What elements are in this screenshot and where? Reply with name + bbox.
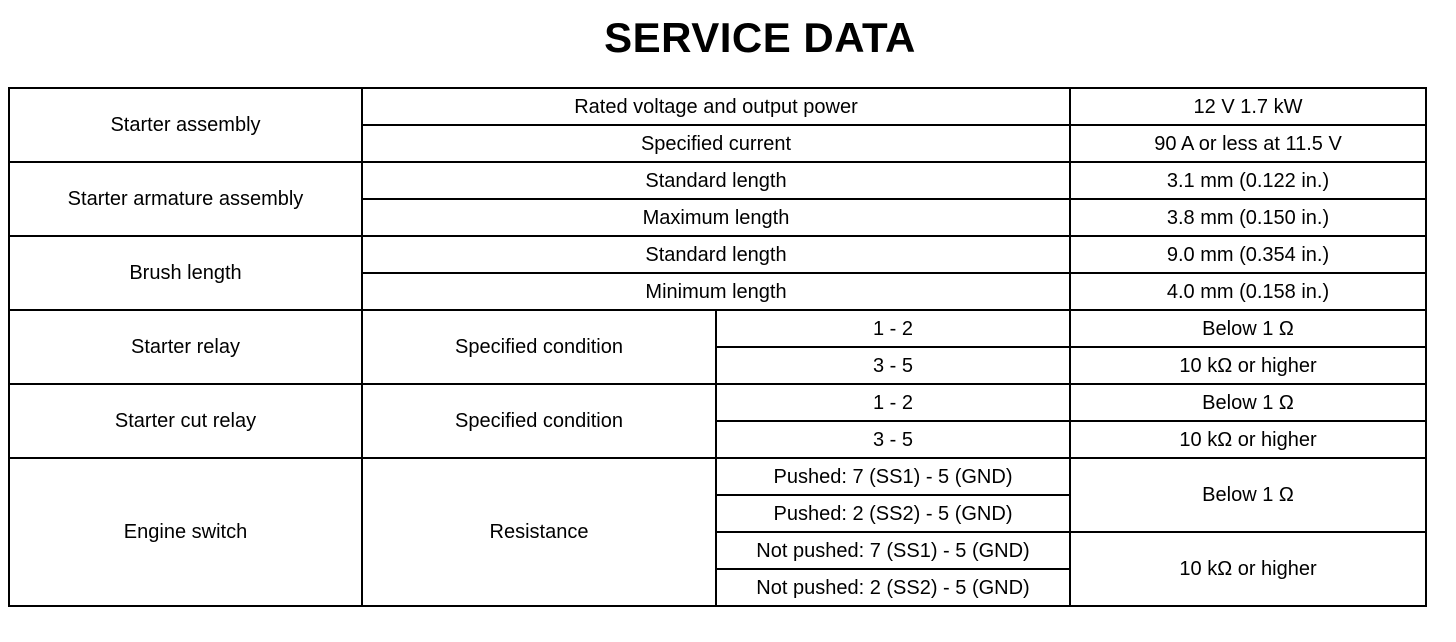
spec-label: Rated voltage and output power [362, 88, 1070, 125]
spec-value: 10 kΩ or higher [1070, 421, 1426, 458]
service-data-table [8, 87, 1427, 607]
table-row [9, 88, 1426, 125]
spec-value: Below 1 Ω [1070, 458, 1426, 532]
table-row [9, 310, 1426, 347]
component-label: Starter cut relay [9, 384, 362, 458]
terminal-label: 1 - 2 [716, 384, 1070, 421]
component-label: Engine switch [9, 458, 362, 606]
terminal-label: 3 - 5 [716, 347, 1070, 384]
spec-value: 3.8 mm (0.150 in.) [1070, 199, 1426, 236]
spec-label: Minimum length [362, 273, 1070, 310]
spec-value: 9.0 mm (0.354 in.) [1070, 236, 1426, 273]
spec-value: 4.0 mm (0.158 in.) [1070, 273, 1426, 310]
component-label: Starter assembly [9, 88, 362, 162]
terminal-label: Not pushed: 2 (SS2) - 5 (GND) [716, 569, 1070, 606]
spec-label: Standard length [362, 236, 1070, 273]
component-label: Starter relay [9, 310, 362, 384]
table-row [9, 236, 1426, 273]
spec-value: 10 kΩ or higher [1070, 532, 1426, 606]
table-row [9, 162, 1426, 199]
table-row [9, 458, 1426, 495]
spec-value: 10 kΩ or higher [1070, 347, 1426, 384]
component-label: Starter armature assembly [9, 162, 362, 236]
condition-label: Specified condition [362, 310, 716, 384]
spec-label: Specified current [362, 125, 1070, 162]
terminal-label: 3 - 5 [716, 421, 1070, 458]
condition-label: Specified condition [362, 384, 716, 458]
spec-label: Standard length [362, 162, 1070, 199]
component-label: Brush length [9, 236, 362, 310]
spec-value: Below 1 Ω [1070, 384, 1426, 421]
condition-label: Resistance [362, 458, 716, 606]
table-row [9, 384, 1426, 421]
terminal-label: Pushed: 7 (SS1) - 5 (GND) [716, 458, 1070, 495]
spec-value: 12 V 1.7 kW [1070, 88, 1426, 125]
spec-label: Maximum length [362, 199, 1070, 236]
spec-value: Below 1 Ω [1070, 310, 1426, 347]
spec-value: 90 A or less at 11.5 V [1070, 125, 1426, 162]
terminal-label: Not pushed: 7 (SS1) - 5 (GND) [716, 532, 1070, 569]
terminal-label: Pushed: 2 (SS2) - 5 (GND) [716, 495, 1070, 532]
terminal-label: 1 - 2 [716, 310, 1070, 347]
spec-value: 3.1 mm (0.122 in.) [1070, 162, 1426, 199]
page-title: SERVICE DATA [604, 14, 916, 61]
